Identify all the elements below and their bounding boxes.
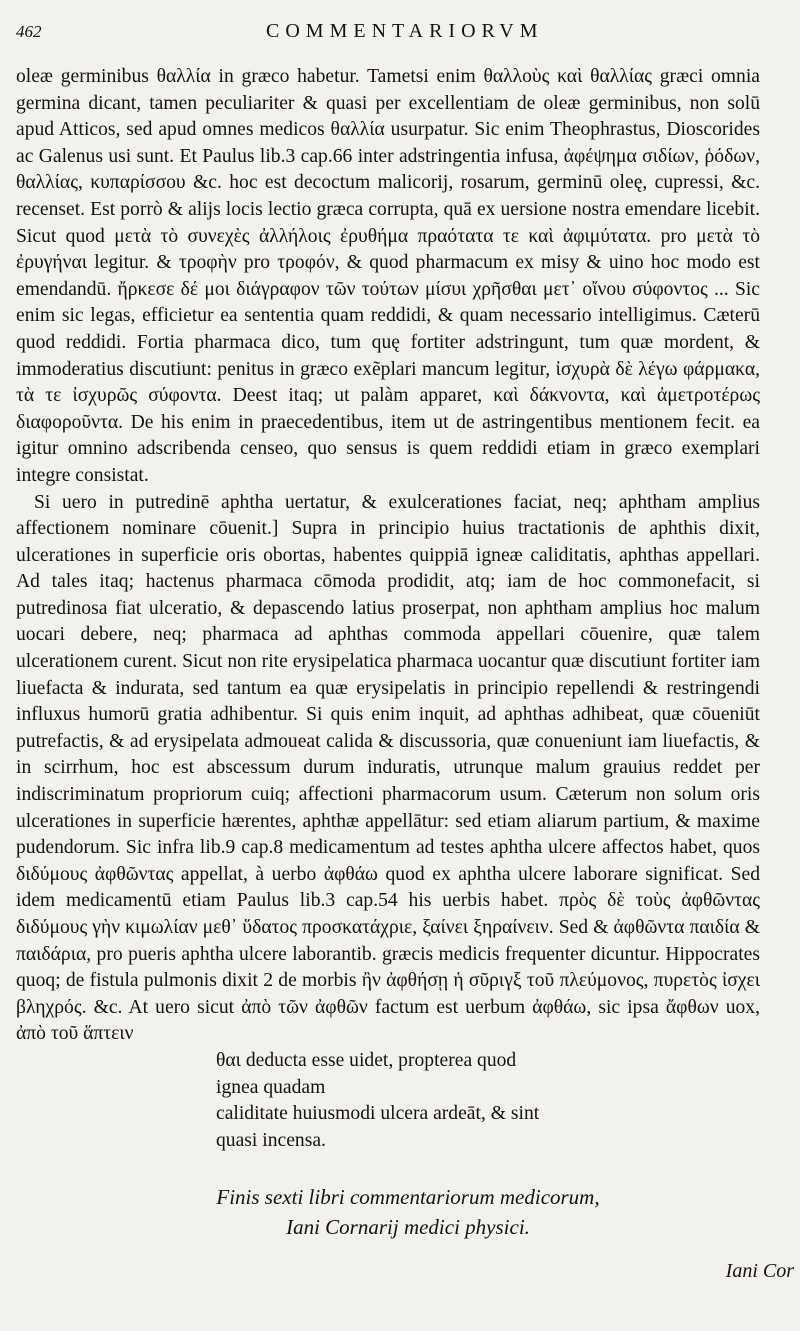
body-text: [16, 64, 760, 1154]
finis-line: Finis sexti libri commentariorum medicorum,: [216, 1185, 600, 1210]
running-head: COMMENTARIORVM: [266, 20, 544, 42]
closing-line: caliditate huiusmodi ulcera ardeāt, & sint: [216, 1103, 540, 1125]
page-number: 462: [16, 22, 42, 41]
catchword: Iani Cor: [725, 1260, 794, 1282]
paragraph-commentary-2: Si uero in putredinē aphtha uertatur, & exulcerationes faciat, neq; aphtham amplius affectionem nominare cōuenit.] Supra in principio huius tractationis de aphthis dixit, ulcerationes in superficie oris obortas, habentes quippiā igneæ caliditatis, aphthas appellari. Ad tales itaq; hactenus pharmaca cōmoda prodidit, atq; iam de hoc commonefacit, si putredinosa fiat ulceratio, & depascendo latius proserpat, non aphtham amplius hoc malum uocari debere, neq; pharmaca ad aphthas commoda appellari cōuenire, quæ talem ulcerationem curent. Sicut non rite erysipelatica pharmaca uocantur quæ discutiunt fortiter iam liuefacta & indurata, sed tantum ea quæ erysipelatis in principio repellendi & restringendi influxus humorū gratia adhibentur. Si quis enim inquit, ad aphthas adhibeat, quæ cōueniūt putrefactis, & ad erysipelata admoueat calida & discussoria, quæ conueniunt iam liuefactis, & in scirrhum, hoc est abscessum durum induratis, utrunque malum grauius reddet per indiscriminatum propriorum cuiq; affectioni pharmacorum usum. Cæterum non solum oris ulcerationes in superficie hærentes, aphthæ appellātur: sed etiam aliarum partium, & maxime pudendorum. Sic infra lib.9 cap.8 medicamentum ad testes aphtha ulcere affectos habet, quos διδύμους ἀφθῶντας appellat, à uerbo ἀφθάω quod ex aphtha ulcere laborare significat. Sed idem medicamentū etiam Paulus lib.3 cap.54 his uerbis habet. πρὸς δὲ τοὺς ἀφθῶντας διδύμους γὴν κιμωλίαν μεθ᾽ ὕδατος προσκατάχριε, ξαίνει ξηραίνειν. Sed & ἀφθῶντα παιδία & παιδάρια, pro pueris aphtha ulcere laborantib. græcis medicis frequenter dicuntur. Hippocrates quoq; de fistula pulmonis dixit 2 de morbis ἢν ἀφθήσῃ ἡ σῦριγξ τοῦ πλεύμονος, πυρετὸς ἰσχει βληχρός. &c. At uero sicut ἀπὸ τῶν ἀφθῶν factum est uerbum ἀφθάω, sic ipsa ἄφθων uox, ἀπὸ τοῦ ἅπτειν: [16, 491, 760, 1045]
finis-line: Iani Cornarij medici physici.: [286, 1215, 530, 1240]
closing-line: θαι deducta esse uidet, propterea quod ignea quadam: [216, 1049, 517, 1098]
finis-colophon: [16, 1182, 760, 1242]
closing-lines: [216, 1048, 560, 1154]
closing-line: quasi incensa.: [216, 1129, 326, 1151]
paragraph-commentary-1: oleæ germinibus θαλλία in græco habetur. Tametsi enim θαλλοὺς καὶ θαλλίας græci omnia germina dicant, tamen peculiariter & quasi per excellentiam de oleæ germinibus, non solū apud Atticos, sed apud omnes medicos θαλλία usurpatur. Sic enim Theophrastus, Dioscorides ac Galenus usi sunt. Et Paulus lib.3 cap.66 inter adstringentia infusa, ἀφέψημα σιδίων, ῥόδων, θαλλίας, κυπαρίσσου &c. hoc est decoctum malicorij, rosarum, germinū oleę, cupressi, &c. recenset. Est porrò & alijs locis lectio græca corrupta, quā ex uersione nostra emendare licebit. Sicut quod μετὰ τὸ συνεχὲς ἀλλήλοις ἐρυθήμα πραότατα τε καὶ ἀφιμύτατα. pro μετὰ τὸ ἐρυγήναι legitur. & τροφὴν pro τροφόν, & quod pharmacum ex misy & uino hoc modo est emendandū. ἤρκεσε δέ μοι διάγραφον τῶν τούτων μίσυι χρῆσθαι μετ᾽ οἴνου σύφοντος ... Sic enim sic legas, efficietur ea sententia quam reddidi, & quam necessario intelligimus. Cæterū quod reddidi. Fortia pharmaca dico, tum quę fortiter adstringunt, tum quæ mordent, & immoderatius discutiunt: penitus in græco exẽplari mancum legitur, ἰσχυρὰ δὲ λέγω φάρμακα, τὰ τε ἰσχυρῶς σύφοντα. Deest itaq; ut palàm apparet, καὶ δάκνοντα, καὶ ἀμετροτέρως διαφοροῦντα. De his enim in praecedentibus, item ut de astringentibus mentionem fecit. ea igitur omnino adscribenda censeo, quo sensus is quem reddidi etiam in græco exemplari integre consistat.: [16, 66, 760, 486]
page-header: [16, 20, 760, 56]
